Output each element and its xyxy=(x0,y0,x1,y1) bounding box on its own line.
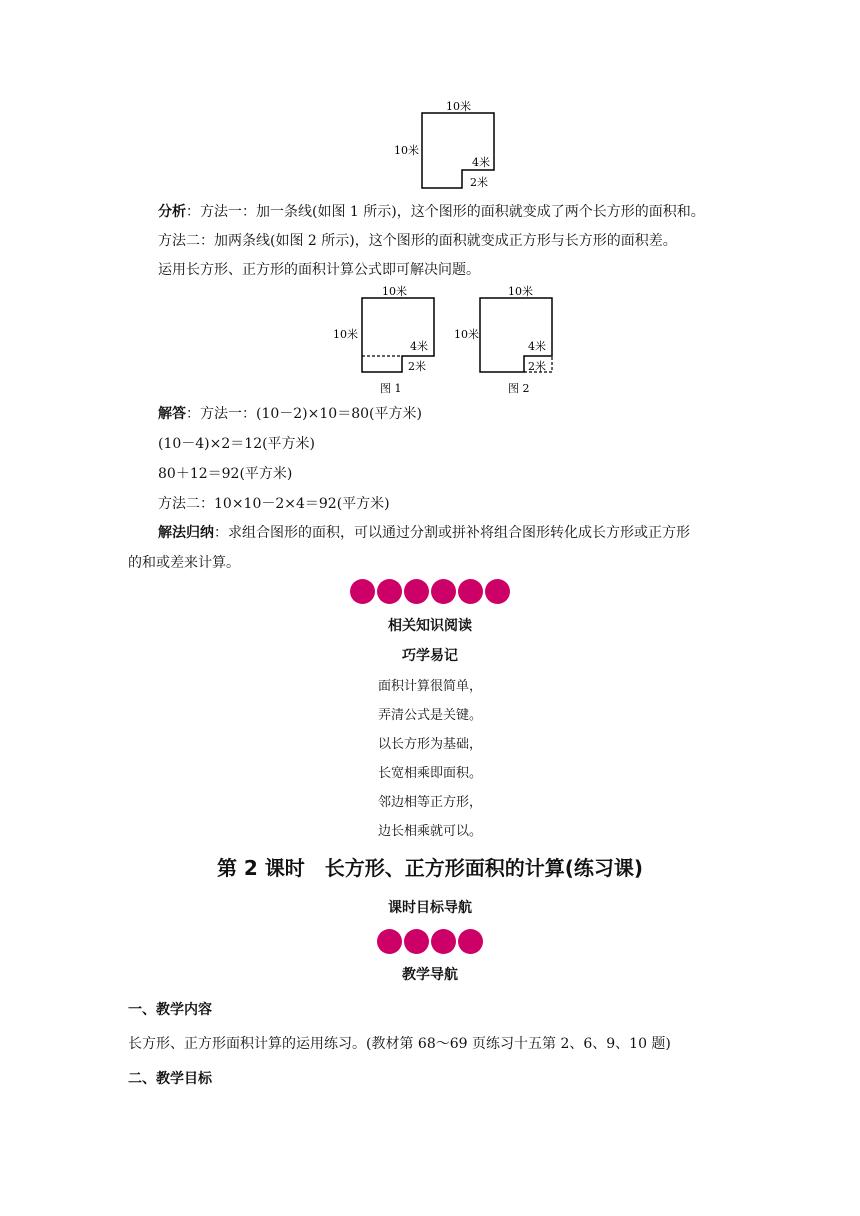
svg-text:4米: 4米 xyxy=(410,340,428,353)
lesson-title: 第 2 课时 长方形、正方形面积的计算(练习课) xyxy=(216,856,644,880)
decor-dot xyxy=(431,929,456,954)
decor-dot xyxy=(431,579,456,604)
summary-label: 解法归纳 xyxy=(158,525,214,541)
poem-line: 面积计算很简单， xyxy=(377,679,482,694)
svg-text:2米: 2米 xyxy=(528,360,546,373)
analysis-line-1: 分析：方法一：加一条线(如图 1 所示)，这个图形的面积就变成了两个长方形的面积和。 xyxy=(158,204,705,220)
decor-dot xyxy=(350,579,375,604)
figure-top xyxy=(390,98,500,194)
analysis-line-2: 方法二：加两条线(如图 2 所示)，这个图形的面积就变成正方形与长方形的面积差。 xyxy=(158,233,677,249)
figure-1-caption: 图 1 xyxy=(380,382,402,395)
decor-dot xyxy=(458,579,483,604)
analysis-line-3: 运用长方形、正方形的面积计算公式即可解决问题。 xyxy=(158,262,480,278)
decor-dot xyxy=(458,929,483,954)
reading-heading: 相关知识阅读 xyxy=(388,618,472,634)
solution-label: 解答 xyxy=(158,406,186,422)
svg-text:10米: 10米 xyxy=(454,328,479,341)
reading-subheading: 巧学易记 xyxy=(402,648,458,664)
summary-line-1: 解法归纳：求组合图形的面积，可以通过分割或拼补将组合图形转化成长方形或正方形 xyxy=(158,525,690,541)
decor-dot xyxy=(404,929,429,954)
section-2-heading: 二、教学目标 xyxy=(128,1071,212,1087)
poem-line: 边长相乘就可以。 xyxy=(377,824,482,839)
poem-line: 以长方形为基础， xyxy=(377,737,482,752)
label-notch-v: 4米 xyxy=(472,156,490,169)
decor-dot xyxy=(485,579,510,604)
svg-text:2米: 2米 xyxy=(408,360,426,373)
decor-dot xyxy=(404,579,429,604)
figure-2 xyxy=(452,284,564,396)
svg-text:10米: 10米 xyxy=(508,285,533,298)
svg-text:10米: 10米 xyxy=(333,328,358,341)
section-1-content: 长方形、正方形面积计算的运用练习。(教材第 68～69 页练习十五第 2、6、9、10 题) xyxy=(128,1036,671,1052)
solution-line-4: 方法二：10×10－2×4＝92(平方米) xyxy=(158,496,390,512)
decor-dot xyxy=(377,579,402,604)
decor-dot xyxy=(377,929,402,954)
poem-line: 长宽相乘即面积。 xyxy=(377,766,482,781)
label-left: 10米 xyxy=(394,144,419,157)
svg-text:4米: 4米 xyxy=(528,340,546,353)
solution-line-3: 80＋12＝92(平方米) xyxy=(158,466,293,482)
poem-line: 邻边相等正方形， xyxy=(377,795,482,810)
poem-line: 弄清公式是关键。 xyxy=(377,708,482,723)
summary-line-2: 的和或差来计算。 xyxy=(128,555,240,571)
decor-dots-2 xyxy=(0,929,860,954)
label-notch-h: 2米 xyxy=(470,176,488,189)
svg-text:10米: 10米 xyxy=(382,285,407,298)
goal-nav-heading: 课时目标导航 xyxy=(388,900,472,916)
decor-dots-1 xyxy=(0,579,860,604)
solution-line-2: (10－4)×2＝12(平方米) xyxy=(158,436,316,452)
analysis-label: 分析 xyxy=(158,204,186,220)
section-1-heading: 一、教学内容 xyxy=(128,1002,212,1018)
figure-1 xyxy=(330,284,442,396)
teach-nav-heading: 教学导航 xyxy=(402,967,458,983)
label-top: 10米 xyxy=(446,100,471,113)
solution-line-1: 解答：方法一：(10－2)×10＝80(平方米) xyxy=(158,406,422,422)
figure-2-caption: 图 2 xyxy=(508,382,530,395)
